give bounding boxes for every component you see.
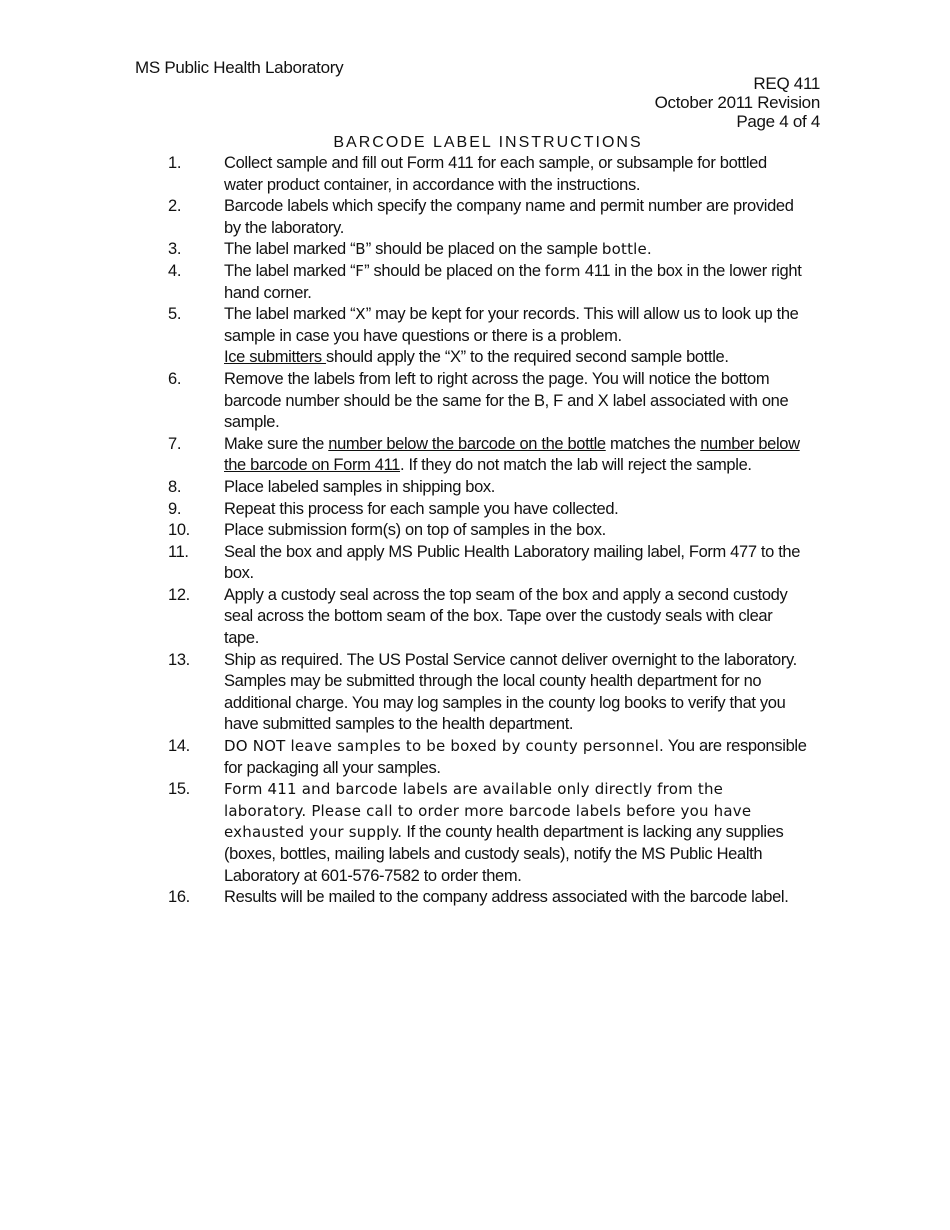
underlined-text: number below the barcode on Form 411 — [224, 434, 800, 475]
step-text: ” should be placed on the — [364, 261, 545, 280]
step-number: 16. — [168, 888, 190, 907]
step-number: 4. — [168, 261, 182, 280]
step-text: The label marked “ — [224, 240, 356, 259]
label-letter: B — [355, 240, 366, 259]
instruction-step — [168, 542, 808, 585]
step-text: Place labeled samples in shipping box. — [224, 477, 496, 496]
step-text: Form 411 and barcode labels are available only directly from the laboratory. Please call to order more barcode labels before you have exhausted your supply. — [224, 780, 752, 842]
instruction-step — [168, 650, 808, 736]
instruction-step — [168, 261, 808, 304]
step-number: 7. — [168, 434, 182, 453]
step-number: 6. — [168, 369, 182, 388]
page-title: BARCODE LABEL INSTRUCTIONS — [333, 134, 643, 151]
step-number: 13. — [168, 650, 190, 669]
instruction-step — [168, 585, 808, 650]
step-text: 411 in the box in the lower right hand corner. — [224, 261, 802, 302]
step-number: 11. — [168, 542, 189, 561]
step-text: You are responsible for packaging all your samples. — [224, 737, 807, 777]
instruction-step — [168, 434, 808, 477]
document-meta — [655, 74, 820, 131]
step-text: Collect sample and fill out Form 411 for each sample, or subsample for bottled water product container, in accordance with the instructions. — [224, 154, 767, 194]
step-text: Repeat this process for each sample you have collected. — [224, 499, 619, 518]
instruction-step — [168, 499, 808, 521]
instruction-step — [168, 779, 808, 887]
step-text: ” may be kept for your records. This will allow us to look up the sample in case you have questions or there is a problem. — [224, 305, 799, 345]
instruction-step — [168, 239, 808, 261]
page-number: Page 4 of 4 — [736, 112, 820, 131]
instruction-step — [168, 369, 808, 434]
step-text: The label marked “ — [224, 305, 356, 324]
label-letter: X — [355, 305, 366, 324]
step-number: 15. — [168, 780, 190, 799]
step-text: Place submission form(s) on top of samples in the box. — [224, 521, 606, 540]
step-number: 3. — [168, 240, 182, 259]
step-number: 14. — [168, 737, 190, 756]
step-text: Remove the labels from left to right across the page. You will notice the bottom barcode number should be the same for the B, F and X label associated with one sample. — [224, 369, 789, 432]
step-text: Barcode labels which specify the company name and permit number are provided by the laboratory. — [224, 197, 794, 237]
step-number: 5. — [168, 305, 182, 324]
step-text: DO NOT leave samples to be boxed by county personnel. — [224, 737, 664, 756]
step-text: matches the — [605, 434, 701, 453]
instruction-step — [168, 304, 808, 369]
step-text: Make sure the — [224, 434, 329, 453]
instruction-step — [168, 196, 808, 239]
underlined-text: Ice submitters — [224, 348, 327, 367]
step-number: 12. — [168, 585, 190, 604]
underlined-text: number below the barcode on the bottle — [328, 434, 606, 453]
step-text: Ship as required. The US Postal Service cannot deliver overnight to the laboratory. Samples may be submitted through the local county health department for no additional charge. You may log samples in the county log books to verify that you have submitted samples to the health department. — [224, 650, 797, 734]
instruction-list — [168, 153, 808, 909]
label-letter: F — [355, 261, 365, 280]
step-text: ” should be placed on the sample — [365, 240, 602, 259]
step-number: 8. — [168, 477, 182, 496]
step-text: should apply the “X” to the required second sample bottle. — [326, 348, 729, 367]
step-number: 1. — [168, 154, 182, 172]
step-text: Results will be mailed to the company address associated with the barcode label. — [224, 888, 789, 907]
step-text: form — [544, 261, 581, 280]
instruction-step — [168, 153, 808, 196]
step-text: . — [646, 240, 652, 259]
step-number: 2. — [168, 197, 182, 216]
organization-name: MS Public Health Laboratory — [135, 58, 344, 77]
step-text: bottle — [601, 240, 647, 259]
step-text: Apply a custody seal across the top seam of the box and apply a second custody seal across the bottom seam of the box. Tape over the custody seals with clear tape. — [224, 585, 788, 648]
form-id: REQ 411 — [753, 74, 820, 93]
revision-date: October 2011 Revision — [654, 93, 820, 112]
step-text: . If they do not match the lab will reject the sample. — [400, 456, 752, 475]
instruction-step — [168, 887, 808, 909]
instruction-step — [168, 477, 808, 499]
step-text: Seal the box and apply MS Public Health Laboratory mailing label, Form 477 to the box. — [224, 542, 801, 583]
step-number: 9. — [168, 499, 182, 518]
step-text: If the county health department is lacking any supplies (boxes, bottles, mailing labels and custody seals), notify the MS Public Health Laboratory at 601-576-7582 to order them. — [224, 823, 784, 885]
step-text: The label marked “ — [224, 261, 356, 280]
instruction-step — [168, 736, 808, 779]
instruction-step — [168, 520, 808, 542]
step-number: 10. — [168, 521, 190, 540]
